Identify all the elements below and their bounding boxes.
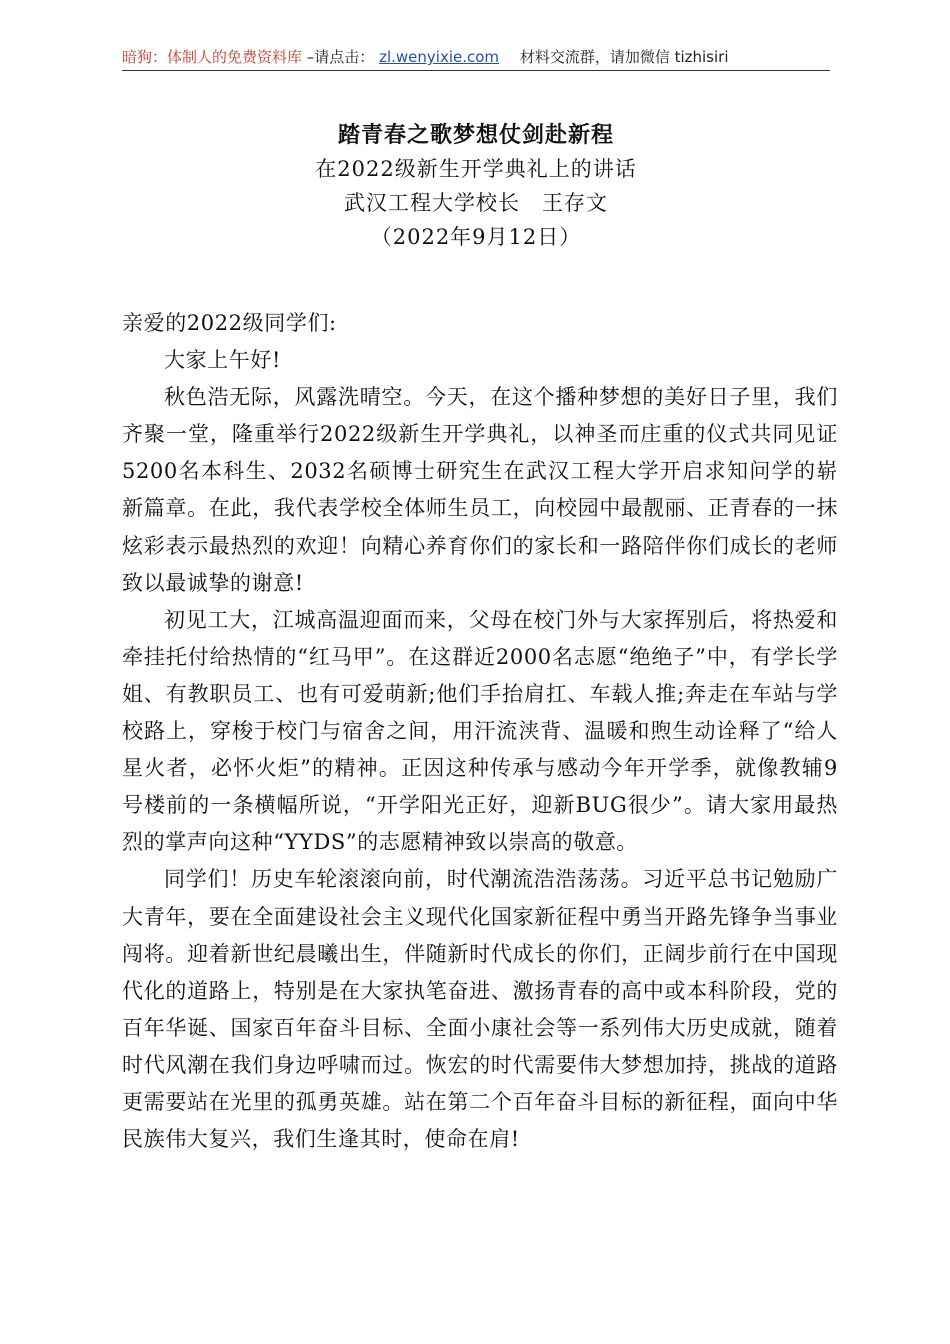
document-subtitle: 在2022级新生开学典礼上的讲话 xyxy=(315,157,637,181)
paragraph: 初见工大，江城高温迎面而来，父母在校门外与大家挥别后，将热爱和牵挂托付给热情的“红马甲”。在这群近2000名志愿“绝绝子”中，有学长学姐、有教职员工、也有可爱萌新;他们手抬肩扛、车载人推;奔走在车站与学校路上，穿梭于校门与宿舍之间，用汗流浃背、温暖和煦生动诠释了“给人星火者，必怀火炬”的精神。正因这种传承与感动今年开学季，就像教辅9号楼前的一条横幅所说，“开学阳光正好，迎新BUG很少”。请大家用最热烈的掌声向这种“YYDS”的志愿精神致以崇高的敬意。 xyxy=(122,607,838,855)
document-title: 踏青春之歌梦想仗剑赴新程 xyxy=(337,122,614,148)
paragraph: 同学们！历史车轮滚滚向前，时代潮流浩浩荡荡。习近平总书记勉励广大青年，要在全面建设社会主义现代化国家新征程中勇当开路先锋争当事业闯将。迎着新世纪晨曦出生，伴随新时代成长的你们，正阔步前行在中国现代化的道路上，特别是在大家执笔奋进、激扬青春的高中或本科阶段，党的百年华诞、国家百年奋斗目标、全面小康社会等一系列伟大历史成就，随着时代风潮在我们身边呼啸而过。恢宏的时代需要伟大梦想加持，挑战的道路更需要站在光里的孤勇英雄。站在第二个百年奋斗目标的新征程，面向中华民族伟大复兴，我们生逢其时，使命在肩! xyxy=(122,867,838,1152)
document-author: 武汉工程大学校长 王存文 xyxy=(344,191,608,215)
header-prompt: –请点击： xyxy=(306,48,375,66)
header-link[interactable]: zl.wenyixie.com xyxy=(379,48,500,66)
header-contact: 材料交流群，请加微信 tizhisiri xyxy=(519,48,729,66)
title-block xyxy=(122,118,830,254)
salutation: 亲爱的2022级同学们: xyxy=(122,311,337,335)
paragraph: 秋色浩无际，风露洗晴空。今天，在这个播种梦想的美好日子里，我们齐聚一堂，隆重举行2022级新生开学典礼，以神圣而庄重的仪式共同见证5200名本科生、2032名硕博士研究生在武汉工程大学开启求知问学的崭新篇章。在此，我代表学校全体师生员工，向校园中最靓丽、正青春的一抹炫彩表示最热烈的欢迎！向精心养育你们的家长和一路陪伴你们成长的老师致以最诚挚的谢意! xyxy=(122,385,838,595)
header-divider xyxy=(122,70,830,71)
paragraph: 大家上午好! xyxy=(164,348,282,373)
page-header xyxy=(122,46,828,68)
document-date: （2022年9月12日） xyxy=(370,225,582,249)
header-brand: 暗狗：体制人的免费资料库 xyxy=(122,48,303,66)
document-body xyxy=(122,305,838,1158)
